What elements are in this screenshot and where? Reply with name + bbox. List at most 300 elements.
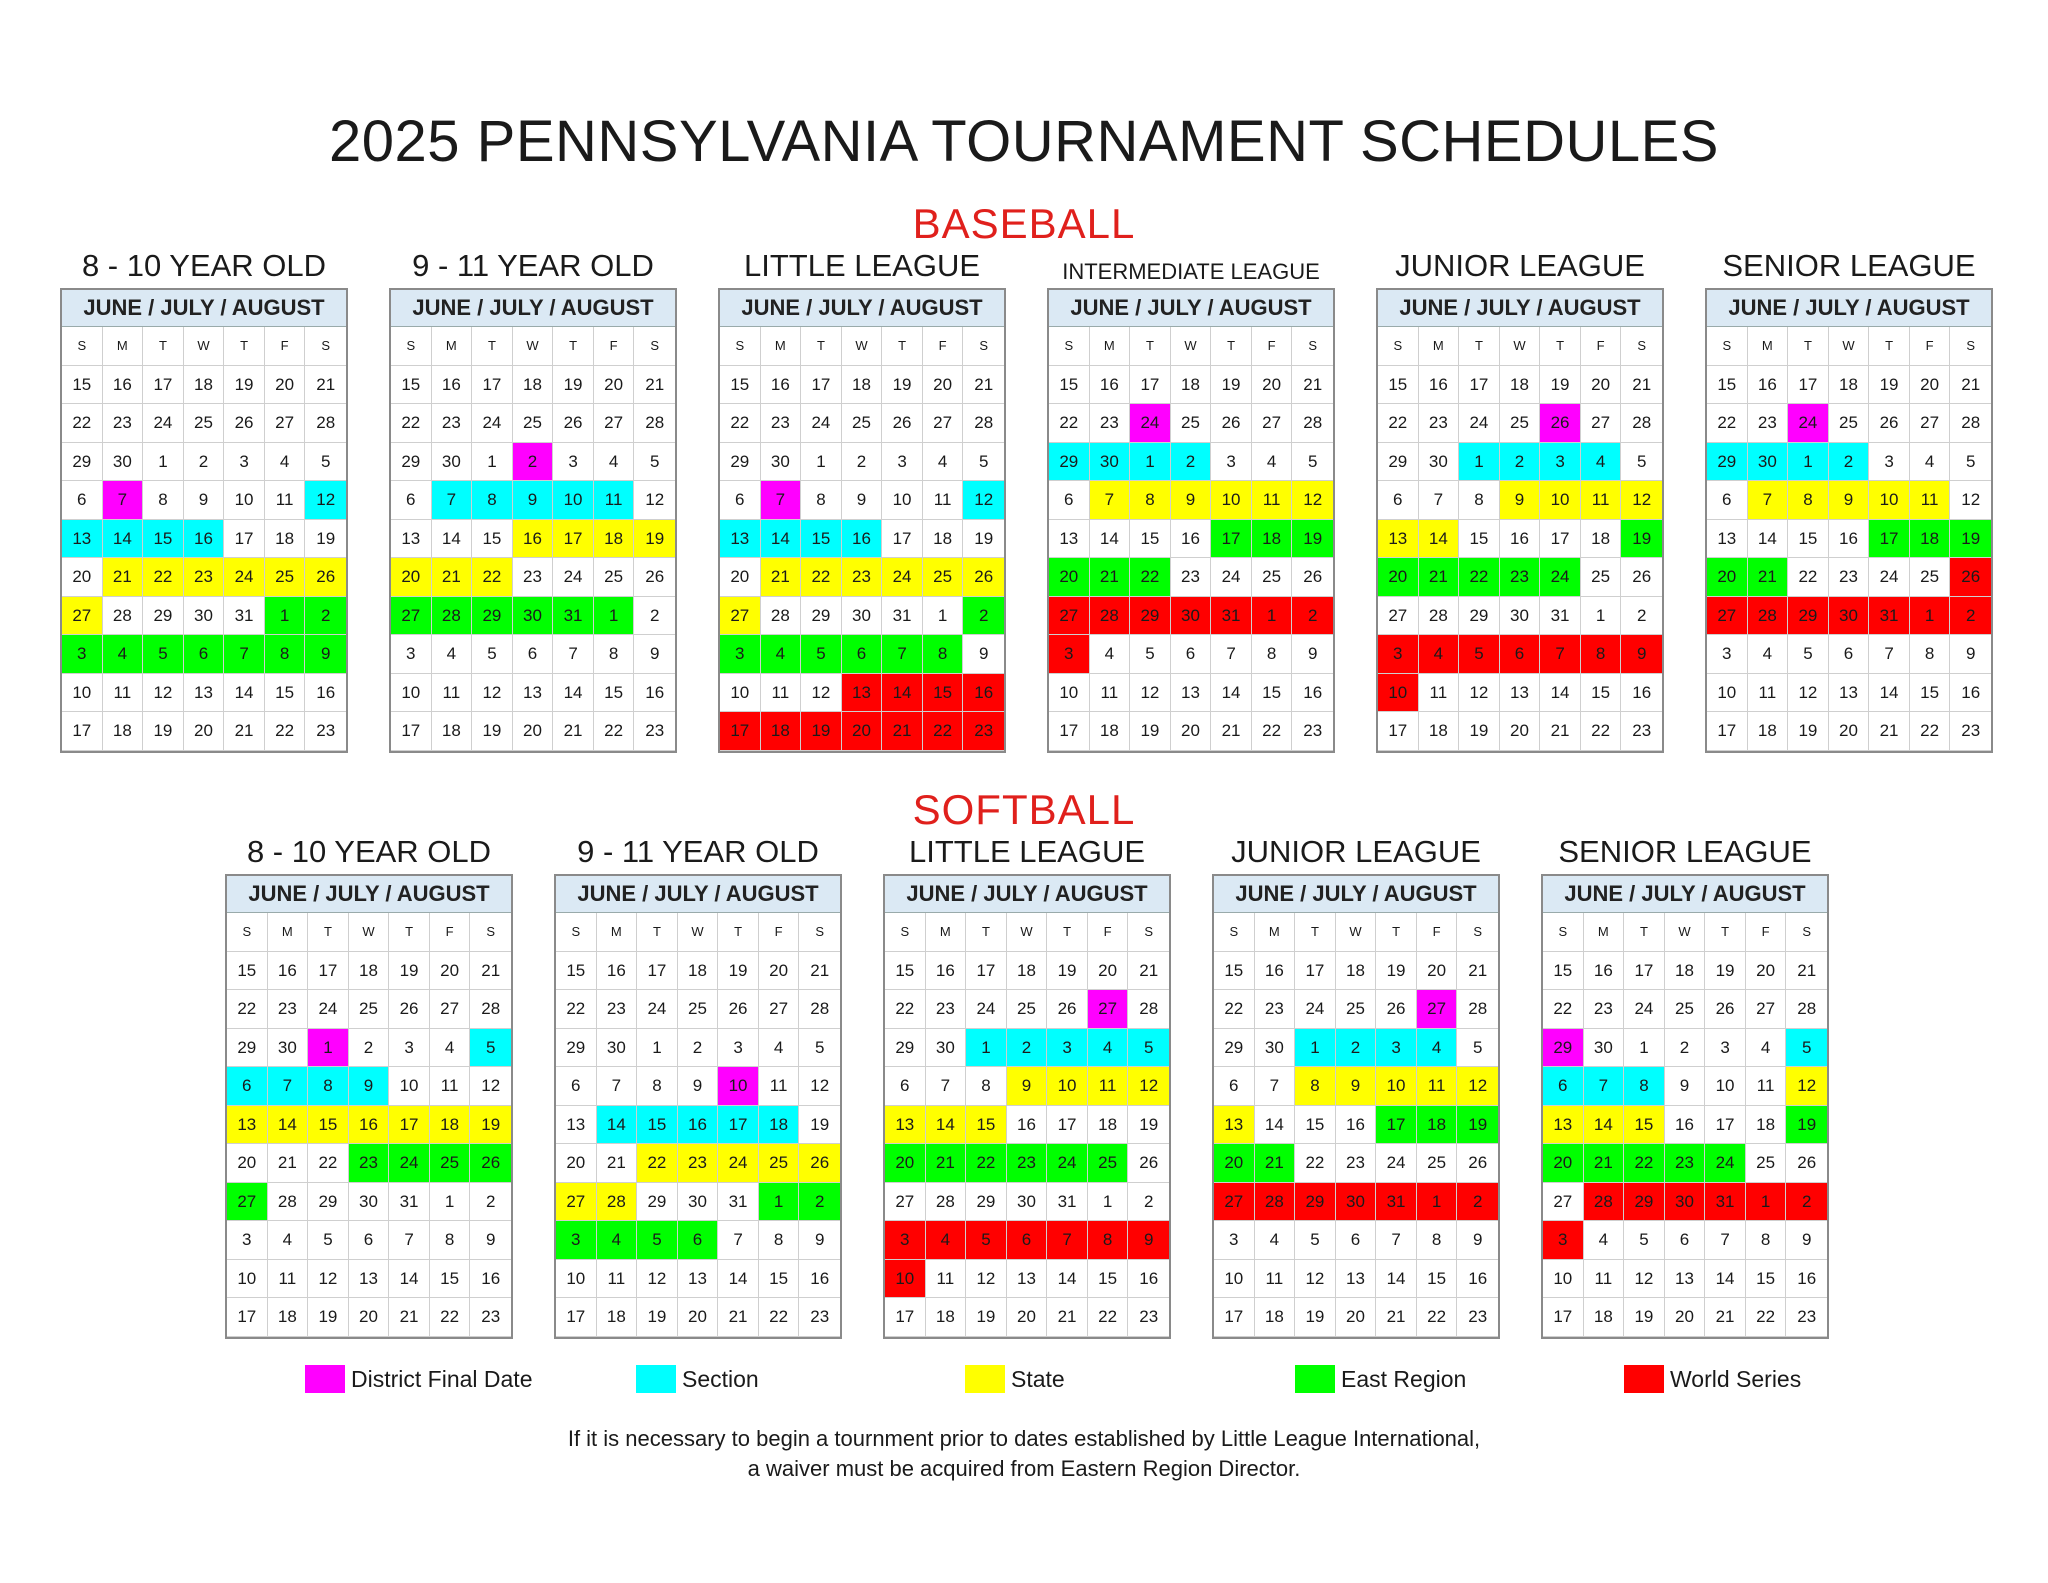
day-cell: 15: [885, 952, 926, 991]
day-cell: 11: [1748, 674, 1789, 713]
day-cell: 12: [470, 1067, 511, 1106]
day-cell: 23: [634, 712, 675, 751]
day-cell: 24: [1130, 404, 1171, 443]
weekday-label: T: [1624, 913, 1665, 952]
day-cell: 4: [1748, 635, 1789, 674]
day-cell: 13: [1707, 520, 1748, 559]
day-cell: 6: [1007, 1221, 1048, 1260]
day-cell: 22: [1130, 558, 1171, 597]
day-cell: 16: [1500, 520, 1541, 559]
day-cell: 9: [1292, 635, 1333, 674]
day-cell: 18: [1584, 1298, 1625, 1337]
day-cell: 20: [1252, 366, 1293, 405]
calendar-grid: [720, 327, 1004, 751]
day-cell: 1: [1088, 1183, 1129, 1222]
day-cell: 2: [349, 1029, 390, 1068]
day-cell: 25: [759, 1144, 800, 1183]
day-cell: 14: [1376, 1260, 1417, 1299]
day-cell: 23: [1786, 1298, 1827, 1337]
day-cell: 10: [1540, 481, 1581, 520]
day-cell: 11: [268, 1260, 309, 1299]
day-cell: 30: [349, 1183, 390, 1222]
day-cell: 3: [227, 1221, 268, 1260]
legend-item-state: [965, 1365, 1065, 1393]
day-cell: 11: [265, 481, 306, 520]
weekday-label: T: [966, 913, 1007, 952]
day-cell: 1: [143, 443, 184, 482]
weekday-label: W: [678, 913, 719, 952]
weekday-label: S: [1786, 913, 1827, 952]
weekday-label: W: [842, 327, 883, 366]
day-cell: 31: [1211, 597, 1252, 636]
day-cell: 13: [1171, 674, 1212, 713]
day-cell: 7: [1748, 481, 1789, 520]
state-swatch: [965, 1365, 1005, 1393]
day-cell: 31: [1376, 1183, 1417, 1222]
day-cell: 9: [1336, 1067, 1377, 1106]
day-cell: 1: [1295, 1029, 1336, 1068]
day-cell: 2: [634, 597, 675, 636]
day-cell: 18: [759, 1106, 800, 1145]
day-cell: 4: [923, 443, 964, 482]
day-cell: 24: [1459, 404, 1500, 443]
month-header: JUNE / JULY / AUGUST: [556, 876, 840, 913]
day-cell: 21: [224, 712, 265, 751]
softball-calendar-junior-league: [1212, 834, 1500, 1339]
weekday-label: M: [597, 913, 638, 952]
day-cell: 21: [718, 1298, 759, 1337]
day-cell: 7: [1211, 635, 1252, 674]
day-cell: 15: [1459, 520, 1500, 559]
day-cell: 22: [308, 1144, 349, 1183]
day-cell: 11: [1419, 674, 1460, 713]
day-cell: 22: [1214, 990, 1255, 1029]
day-cell: 16: [1621, 674, 1662, 713]
day-cell: 16: [799, 1260, 840, 1299]
day-cell: 10: [1707, 674, 1748, 713]
baseball-calendar-little-league: [718, 248, 1006, 753]
day-cell: 18: [1829, 366, 1870, 405]
day-cell: 21: [1584, 1144, 1625, 1183]
day-cell: 28: [1748, 597, 1789, 636]
day-cell: 15: [1788, 520, 1829, 559]
day-cell: 7: [432, 481, 473, 520]
weekday-label: S: [1128, 913, 1169, 952]
day-cell: 4: [1419, 635, 1460, 674]
day-cell: 5: [634, 443, 675, 482]
day-cell: 25: [1500, 404, 1541, 443]
day-cell: 7: [389, 1221, 430, 1260]
day-cell: 12: [1624, 1260, 1665, 1299]
day-cell: 14: [1540, 674, 1581, 713]
day-cell: 11: [1746, 1067, 1787, 1106]
day-cell: 6: [720, 481, 761, 520]
day-cell: 18: [842, 366, 883, 405]
day-cell: 15: [1581, 674, 1622, 713]
day-cell: 17: [553, 520, 594, 559]
day-cell: 21: [1211, 712, 1252, 751]
day-cell: 18: [597, 1298, 638, 1337]
day-cell: 27: [227, 1183, 268, 1222]
day-cell: 25: [1417, 1144, 1458, 1183]
day-cell: 21: [1255, 1144, 1296, 1183]
day-cell: 29: [1378, 443, 1419, 482]
day-cell: 13: [1665, 1260, 1706, 1299]
calendar-title: LITTLE LEAGUE: [743, 248, 981, 283]
day-cell: 4: [1252, 443, 1293, 482]
day-cell: 2: [1786, 1183, 1827, 1222]
day-cell: 16: [963, 674, 1004, 713]
day-cell: 20: [1336, 1298, 1377, 1337]
day-cell: 5: [472, 635, 513, 674]
day-cell: 19: [1540, 366, 1581, 405]
day-cell: 8: [923, 635, 964, 674]
day-cell: 11: [594, 481, 635, 520]
weekday-label: M: [1090, 327, 1131, 366]
day-cell: 14: [761, 520, 802, 559]
weekday-label: F: [1088, 913, 1129, 952]
day-cell: 22: [556, 990, 597, 1029]
day-cell: 22: [594, 712, 635, 751]
day-cell: 22: [472, 558, 513, 597]
day-cell: 21: [1090, 558, 1131, 597]
weekday-label: S: [391, 327, 432, 366]
day-cell: 18: [761, 712, 802, 751]
day-cell: 2: [842, 443, 883, 482]
weekday-label: W: [1665, 913, 1706, 952]
day-cell: 22: [1049, 404, 1090, 443]
legend-label: State: [1011, 1365, 1065, 1392]
day-cell: 11: [759, 1067, 800, 1106]
day-cell: 16: [349, 1106, 390, 1145]
day-cell: 28: [1950, 404, 1991, 443]
day-cell: 6: [1665, 1221, 1706, 1260]
day-cell: 29: [1214, 1029, 1255, 1068]
day-cell: 30: [513, 597, 554, 636]
day-cell: 22: [1295, 1144, 1336, 1183]
weekday-label: W: [1336, 913, 1377, 952]
day-cell: 10: [1376, 1067, 1417, 1106]
day-cell: 19: [1295, 1298, 1336, 1337]
day-cell: 12: [801, 674, 842, 713]
day-cell: 26: [799, 1144, 840, 1183]
day-cell: 14: [1869, 674, 1910, 713]
day-cell: 26: [1705, 990, 1746, 1029]
day-cell: 22: [265, 712, 306, 751]
day-cell: 10: [1047, 1067, 1088, 1106]
day-cell: 25: [1665, 990, 1706, 1029]
calendar-box: [225, 874, 513, 1339]
day-cell: 7: [718, 1221, 759, 1260]
day-cell: 4: [594, 443, 635, 482]
weekday-label: F: [1746, 913, 1787, 952]
day-cell: 7: [1584, 1067, 1625, 1106]
day-cell: 11: [761, 674, 802, 713]
day-cell: 18: [1255, 1298, 1296, 1337]
weekday-label: W: [1007, 913, 1048, 952]
day-cell: 17: [389, 1106, 430, 1145]
weekday-label: T: [882, 327, 923, 366]
day-cell: 12: [1788, 674, 1829, 713]
calendar-box: [389, 288, 677, 753]
day-cell: 11: [1581, 481, 1622, 520]
day-cell: 10: [1211, 481, 1252, 520]
day-cell: 2: [1500, 443, 1541, 482]
day-cell: 30: [268, 1029, 309, 1068]
day-cell: 14: [1419, 520, 1460, 559]
day-cell: 22: [885, 990, 926, 1029]
day-cell: 30: [1255, 1029, 1296, 1068]
day-cell: 17: [1047, 1106, 1088, 1145]
day-cell: 18: [349, 952, 390, 991]
day-cell: 16: [1665, 1106, 1706, 1145]
day-cell: 2: [1621, 597, 1662, 636]
east-region-swatch: [1295, 1365, 1335, 1393]
calendar-grid: [556, 913, 840, 1337]
day-cell: 14: [1255, 1106, 1296, 1145]
day-cell: 7: [1255, 1067, 1296, 1106]
day-cell: 17: [308, 952, 349, 991]
day-cell: 4: [265, 443, 306, 482]
weekday-label: S: [470, 913, 511, 952]
day-cell: 24: [389, 1144, 430, 1183]
day-cell: 30: [1665, 1183, 1706, 1222]
day-cell: 21: [1376, 1298, 1417, 1337]
weekday-label: S: [720, 327, 761, 366]
day-cell: 16: [842, 520, 883, 559]
day-cell: 12: [1130, 674, 1171, 713]
day-cell: 23: [597, 990, 638, 1029]
day-cell: 24: [472, 404, 513, 443]
day-cell: 17: [224, 520, 265, 559]
day-cell: 2: [184, 443, 225, 482]
day-cell: 20: [1500, 712, 1541, 751]
day-cell: 13: [1049, 520, 1090, 559]
day-cell: 27: [1417, 990, 1458, 1029]
day-cell: 28: [1128, 990, 1169, 1029]
day-cell: 8: [759, 1221, 800, 1260]
day-cell: 8: [1746, 1221, 1787, 1260]
calendar-box: [1541, 874, 1829, 1339]
day-cell: 7: [1540, 635, 1581, 674]
day-cell: 30: [1829, 597, 1870, 636]
day-cell: 27: [1910, 404, 1951, 443]
day-cell: 5: [308, 1221, 349, 1260]
day-cell: 15: [637, 1106, 678, 1145]
day-cell: 22: [1910, 712, 1951, 751]
day-cell: 9: [1621, 635, 1662, 674]
day-cell: 20: [184, 712, 225, 751]
day-cell: 6: [1214, 1067, 1255, 1106]
day-cell: 19: [1376, 952, 1417, 991]
legend-label: District Final Date: [351, 1365, 533, 1392]
day-cell: 10: [1705, 1067, 1746, 1106]
day-cell: 2: [513, 443, 554, 482]
day-cell: 1: [801, 443, 842, 482]
day-cell: 29: [1707, 443, 1748, 482]
day-cell: 21: [1128, 952, 1169, 991]
day-cell: 29: [637, 1183, 678, 1222]
day-cell: 16: [305, 674, 346, 713]
day-cell: 18: [430, 1106, 471, 1145]
day-cell: 22: [801, 558, 842, 597]
day-cell: 27: [1378, 597, 1419, 636]
weekday-label: W: [1829, 327, 1870, 366]
weekday-label: T: [1047, 913, 1088, 952]
day-cell: 26: [882, 404, 923, 443]
day-cell: 14: [389, 1260, 430, 1299]
day-cell: 29: [308, 1183, 349, 1222]
day-cell: 15: [308, 1106, 349, 1145]
day-cell: 28: [634, 404, 675, 443]
day-cell: 28: [1786, 990, 1827, 1029]
day-cell: 21: [432, 558, 473, 597]
day-cell: 16: [1950, 674, 1991, 713]
day-cell: 7: [1869, 635, 1910, 674]
day-cell: 29: [1543, 1029, 1584, 1068]
day-cell: 19: [1128, 1106, 1169, 1145]
day-cell: 13: [1336, 1260, 1377, 1299]
day-cell: 18: [1419, 712, 1460, 751]
day-cell: 17: [1211, 520, 1252, 559]
day-cell: 8: [472, 481, 513, 520]
day-cell: 25: [349, 990, 390, 1029]
weekday-label: S: [1707, 327, 1748, 366]
day-cell: 3: [389, 1029, 430, 1068]
day-cell: 1: [308, 1029, 349, 1068]
day-cell: 20: [391, 558, 432, 597]
day-cell: 16: [103, 366, 144, 405]
day-cell: 29: [556, 1029, 597, 1068]
day-cell: 1: [594, 597, 635, 636]
day-cell: 5: [143, 635, 184, 674]
day-cell: 1: [759, 1183, 800, 1222]
day-cell: 17: [1130, 366, 1171, 405]
day-cell: 26: [1540, 404, 1581, 443]
day-cell: 4: [1910, 443, 1951, 482]
day-cell: 20: [720, 558, 761, 597]
day-cell: 7: [224, 635, 265, 674]
day-cell: 18: [1171, 366, 1212, 405]
calendar-title: JUNIOR LEAGUE: [1395, 248, 1645, 283]
day-cell: 6: [556, 1067, 597, 1106]
day-cell: 10: [553, 481, 594, 520]
day-cell: 12: [1128, 1067, 1169, 1106]
day-cell: 17: [882, 520, 923, 559]
day-cell: 27: [430, 990, 471, 1029]
legend-label: East Region: [1341, 1365, 1467, 1392]
calendar-box: [1212, 874, 1500, 1339]
day-cell: 9: [1128, 1221, 1169, 1260]
weekday-label: T: [1459, 327, 1500, 366]
day-cell: 5: [1786, 1029, 1827, 1068]
weekday-label: S: [556, 913, 597, 952]
day-cell: 8: [308, 1067, 349, 1106]
day-cell: 23: [349, 1144, 390, 1183]
day-cell: 6: [1500, 635, 1541, 674]
day-cell: 1: [966, 1029, 1007, 1068]
weekday-label: T: [308, 913, 349, 952]
day-cell: 10: [391, 674, 432, 713]
day-cell: 20: [678, 1298, 719, 1337]
day-cell: 24: [1624, 990, 1665, 1029]
weekday-label: S: [799, 913, 840, 952]
day-cell: 22: [720, 404, 761, 443]
day-cell: 8: [637, 1067, 678, 1106]
day-cell: 7: [1419, 481, 1460, 520]
month-header: JUNE / JULY / AUGUST: [1049, 290, 1333, 327]
day-cell: 10: [885, 1260, 926, 1299]
day-cell: 26: [224, 404, 265, 443]
day-cell: 23: [1457, 1298, 1498, 1337]
day-cell: 19: [1950, 520, 1991, 559]
day-cell: 16: [1128, 1260, 1169, 1299]
day-cell: 30: [842, 597, 883, 636]
month-header: JUNE / JULY / AUGUST: [391, 290, 675, 327]
day-cell: 3: [1540, 443, 1581, 482]
day-cell: 25: [1581, 558, 1622, 597]
day-cell: 28: [799, 990, 840, 1029]
day-cell: 26: [1292, 558, 1333, 597]
day-cell: 6: [1707, 481, 1748, 520]
day-cell: 13: [1378, 520, 1419, 559]
day-cell: 20: [1088, 952, 1129, 991]
day-cell: 10: [556, 1260, 597, 1299]
day-cell: 21: [470, 952, 511, 991]
day-cell: 31: [1540, 597, 1581, 636]
day-cell: 29: [1788, 597, 1829, 636]
day-cell: 20: [1746, 952, 1787, 991]
day-cell: 2: [1292, 597, 1333, 636]
footnote-line-2: a waiver must be acquired from Eastern Region Director.: [747, 1456, 1301, 1481]
day-cell: 5: [1457, 1029, 1498, 1068]
day-cell: 4: [430, 1029, 471, 1068]
day-cell: 27: [594, 404, 635, 443]
weekday-label: F: [1252, 327, 1293, 366]
day-cell: 6: [1049, 481, 1090, 520]
day-cell: 30: [1090, 443, 1131, 482]
day-cell: 1: [637, 1029, 678, 1068]
day-cell: 13: [349, 1260, 390, 1299]
day-cell: 21: [926, 1144, 967, 1183]
baseball-calendar-junior-league: [1376, 248, 1664, 753]
day-cell: 23: [1292, 712, 1333, 751]
day-cell: 27: [1252, 404, 1293, 443]
weekday-label: W: [1171, 327, 1212, 366]
weekday-label: M: [1748, 327, 1789, 366]
day-cell: 23: [1621, 712, 1662, 751]
day-cell: 6: [1171, 635, 1212, 674]
day-cell: 31: [553, 597, 594, 636]
day-cell: 12: [1621, 481, 1662, 520]
day-cell: 20: [62, 558, 103, 597]
day-cell: 1: [1788, 443, 1829, 482]
day-cell: 23: [1255, 990, 1296, 1029]
day-cell: 12: [1786, 1067, 1827, 1106]
day-cell: 21: [1540, 712, 1581, 751]
day-cell: 26: [1376, 990, 1417, 1029]
day-cell: 8: [966, 1067, 1007, 1106]
day-cell: 5: [1621, 443, 1662, 482]
day-cell: 17: [885, 1298, 926, 1337]
day-cell: 31: [882, 597, 923, 636]
day-cell: 29: [1624, 1183, 1665, 1222]
day-cell: 6: [391, 481, 432, 520]
day-cell: 5: [1295, 1221, 1336, 1260]
day-cell: 28: [1419, 597, 1460, 636]
day-cell: 11: [1255, 1260, 1296, 1299]
day-cell: 15: [1910, 674, 1951, 713]
